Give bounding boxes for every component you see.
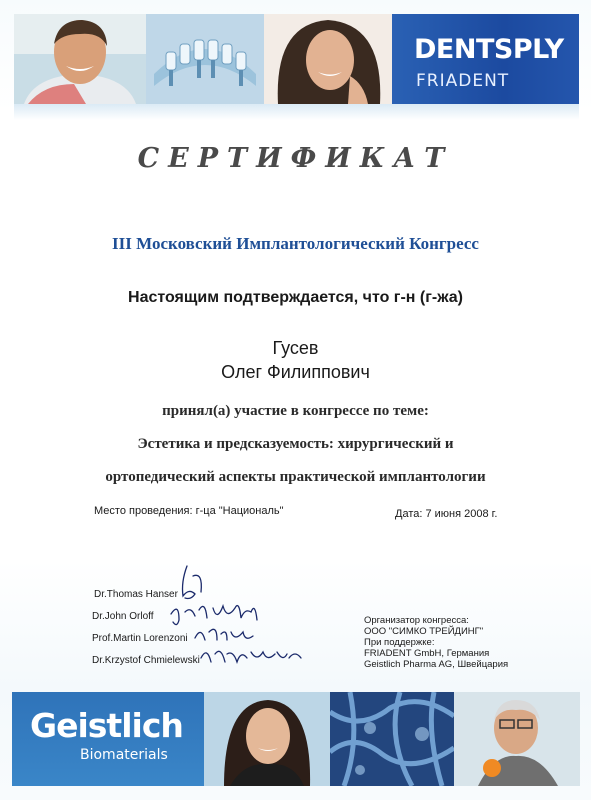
recipient-surname: Гусев [272,338,319,358]
photo-woman-portrait [204,692,330,786]
certificate-title: СЕРТИФИКАТ [137,143,454,174]
signatory-name: Dr.Thomas Hanser [94,589,178,600]
photo-smiling-woman [264,14,392,104]
topic-line-2: ортопедический аспекты практической имплантологии [105,469,486,485]
recipient-given-names: Олег Филиппович [221,362,370,382]
friadent-brand: FRIADENT [416,71,510,91]
handwritten-signatures [165,562,315,672]
bottom-banner [12,692,580,786]
photo-elderly-man [454,692,580,786]
venue-text: Место проведения: г-ца "Националь" [94,505,284,517]
organizer-block [364,615,508,670]
signatory-name: Dr.John Orloff [92,611,154,622]
participation-text: принял(а) участие в конгрессе по теме: [162,403,429,419]
support-label: При поддержке: [364,637,435,648]
confirmation-text: Настоящим подтверждается, что г-н (г-жа) [128,289,463,306]
photo-dental-implants [146,14,264,104]
signatory-name: Prof.Martin Lorenzoni [92,633,188,644]
geistlich-brand: Geistlich [30,706,183,745]
geistlich-logo [12,692,204,786]
date-text: Дата: 7 июня 2008 г. [395,508,498,520]
organizer-company: ООО "СИМКО ТРЕЙДИНГ" [364,626,484,637]
dentsply-friadent-logo [392,14,579,104]
dentsply-brand: DENTSPLY [414,34,564,65]
biomaterials-brand: Biomaterials [80,747,168,763]
organizer-label: Организатор конгресса: [364,615,469,626]
topic-line-1: Эстетика и предсказуемость: хирургический и [137,436,454,452]
sponsor-geistlich: Geistlich Pharma AG, Швейцария [364,659,509,670]
sponsor-friadent: FRIADENT GmbH, Германия [364,648,490,659]
photo-bone-structure [330,692,454,786]
top-banner [14,14,579,104]
signatory-name: Dr.Krzystof Chmielewski [92,655,200,666]
congress-name: III Московский Имплантологический Конгресс [112,234,479,253]
banner-fade [14,104,579,120]
photo-smiling-man [14,14,146,104]
